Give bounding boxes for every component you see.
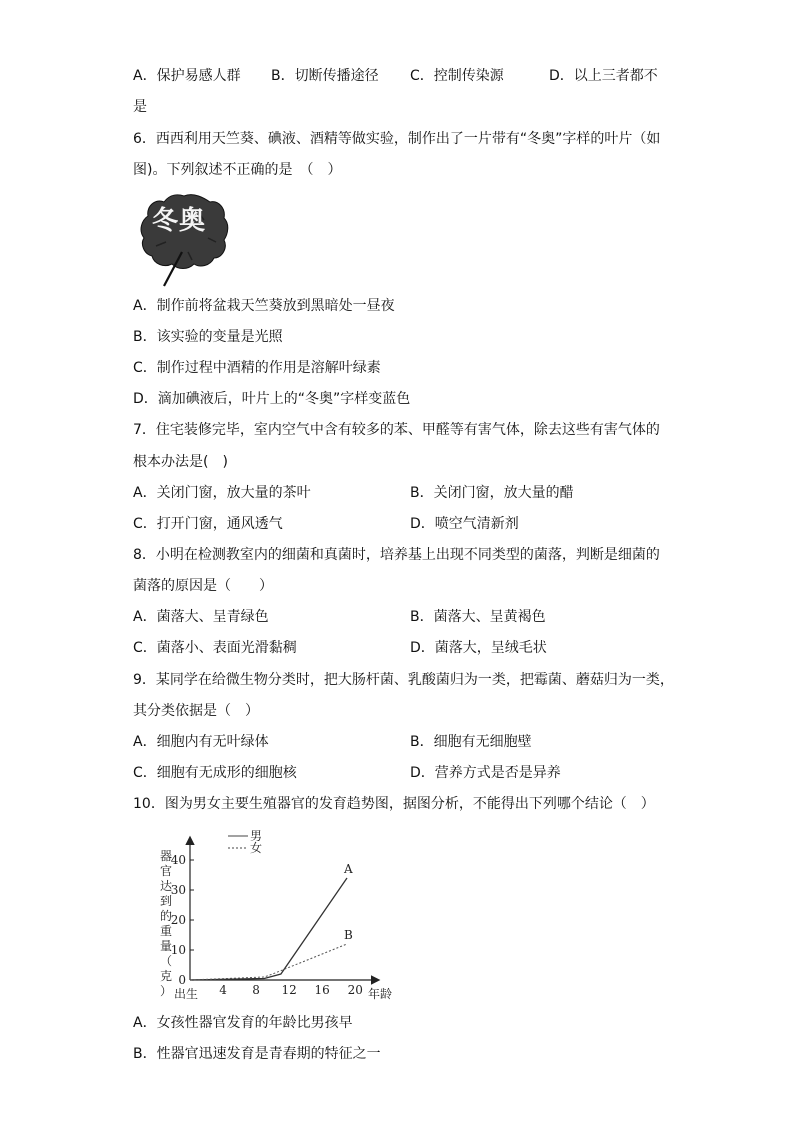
q7-option-a: A．关闭门窗，放大量的茶叶 — [133, 485, 311, 501]
y-axis-label-char: 克 — [160, 969, 173, 983]
q6-stem-line-1: 6．西西利用天竺葵、碘液、酒精等做实验，制作出了一片带有“冬奥”字样的叶片（如 — [133, 131, 661, 147]
y-axis-label-char: 官 — [160, 864, 173, 878]
y-axis-label-char: 量 — [160, 939, 173, 953]
x-tick-label: 12 — [281, 983, 297, 997]
q8-option-a: A．菌落大、呈青绿色 — [133, 609, 269, 625]
x-tick-label: 20 — [347, 983, 363, 997]
legend-label: 男 — [250, 830, 263, 843]
q10-option-a: A．女孩性器官发育的年龄比男孩早 — [133, 1015, 353, 1031]
legend-label: 女 — [250, 841, 263, 855]
q5-option-a: A．保护易感人群 — [133, 68, 241, 84]
q9-stem-line-2: 其分类依据是（ ） — [133, 703, 259, 719]
q7-option-b: B．关闭门窗，放大量的醋 — [410, 485, 574, 501]
q7-option-c: C．打开门窗，通风透气 — [133, 516, 283, 532]
x-tick-label: 4 — [219, 983, 227, 997]
q8-stem-line-1: 8．小明在检测教室内的细菌和真菌时，培养基上出现不同类型的菌落，判断是细菌的 — [133, 547, 660, 563]
q9-option-b: B．细胞有无细胞壁 — [410, 734, 532, 750]
y-axis-label-char: 达 — [160, 879, 173, 893]
growth-chart — [160, 830, 400, 1009]
x-origin-label: 出生 — [174, 987, 199, 1001]
q6-option-d: D．滴加碘液后，叶片上的“冬奥”字样变蓝色 — [133, 391, 411, 407]
y-axis-label-char: 器 — [160, 849, 173, 863]
q9-option-d: D．营养方式是否是异养 — [410, 765, 561, 781]
growth-chart-svg — [160, 830, 400, 1005]
q10-option-b: B．性器官迅速发育是青春期的特征之一 — [133, 1046, 381, 1062]
q8-option-b: B．菌落大、呈黄褐色 — [410, 609, 546, 625]
series-end-label: A — [343, 862, 353, 876]
q7-stem-line-2: 根本办法是( ) — [133, 454, 228, 470]
y-tick-label: 0 — [178, 973, 186, 987]
leaf-text: 冬奥 — [152, 206, 207, 236]
q7-stem-line-1: 7．住宅装修完毕，室内空气中含有较多的苯、甲醛等有害气体，除去这些有害气体的 — [133, 422, 660, 438]
series-end-label: B — [343, 928, 353, 942]
y-axis-label-char: 的 — [160, 909, 173, 923]
q10-stem: 10．图为男女主要生殖器官的发育趋势图，据图分析，不能得出下列哪个结论（ ） — [133, 796, 655, 812]
q5-option-d-continued: 是 — [133, 99, 147, 115]
series-line-female — [190, 944, 347, 980]
x-tick-label: 8 — [252, 983, 260, 997]
y-axis-label-char: 重 — [160, 924, 173, 938]
x-axis-label: 年龄 — [368, 987, 393, 1001]
q9-stem-line-1: 9．某同学在给微生物分类时，把大肠杆菌、乳酸菌归为一类，把霉菌、蘑菇归为一类， — [133, 672, 674, 688]
leaf-image — [138, 190, 230, 292]
q6-option-b: B．该实验的变量是光照 — [133, 329, 283, 345]
q9-option-c: C．细胞有无成形的细胞核 — [133, 765, 297, 781]
x-tick-label: 16 — [314, 983, 330, 997]
q8-option-d: D．菌落大，呈绒毛状 — [410, 640, 547, 656]
y-tick-label: 40 — [170, 853, 186, 867]
q8-stem-line-2: 菌落的原因是（ ） — [133, 578, 273, 594]
q7-option-d: D．喷空气清新剂 — [410, 516, 519, 532]
q8-option-c: C．菌落小、表面光滑黏稠 — [133, 640, 297, 656]
q5-option-d: D．以上三者都不 — [549, 68, 658, 84]
q5-option-b: B．切断传播途径 — [271, 68, 379, 84]
y-tick-label: 20 — [170, 913, 186, 927]
q5-option-c: C．控制传染源 — [410, 68, 504, 84]
y-axis-label-char: 到 — [160, 894, 173, 908]
y-axis-label-char: ） — [160, 984, 173, 998]
q9-option-a: A．细胞内有无叶绿体 — [133, 734, 269, 750]
y-tick-label: 10 — [170, 943, 186, 957]
y-axis-label-char: （ — [160, 954, 173, 968]
series-line-male — [190, 878, 347, 980]
q6-option-a: A．制作前将盆栽天竺葵放到黑暗处一昼夜 — [133, 298, 395, 314]
q6-option-c: C．制作过程中酒精的作用是溶解叶绿素 — [133, 360, 381, 376]
y-tick-label: 30 — [170, 883, 186, 897]
q6-stem-line-2: 图)。下列叙述不正确的是 （ ） — [133, 162, 342, 178]
